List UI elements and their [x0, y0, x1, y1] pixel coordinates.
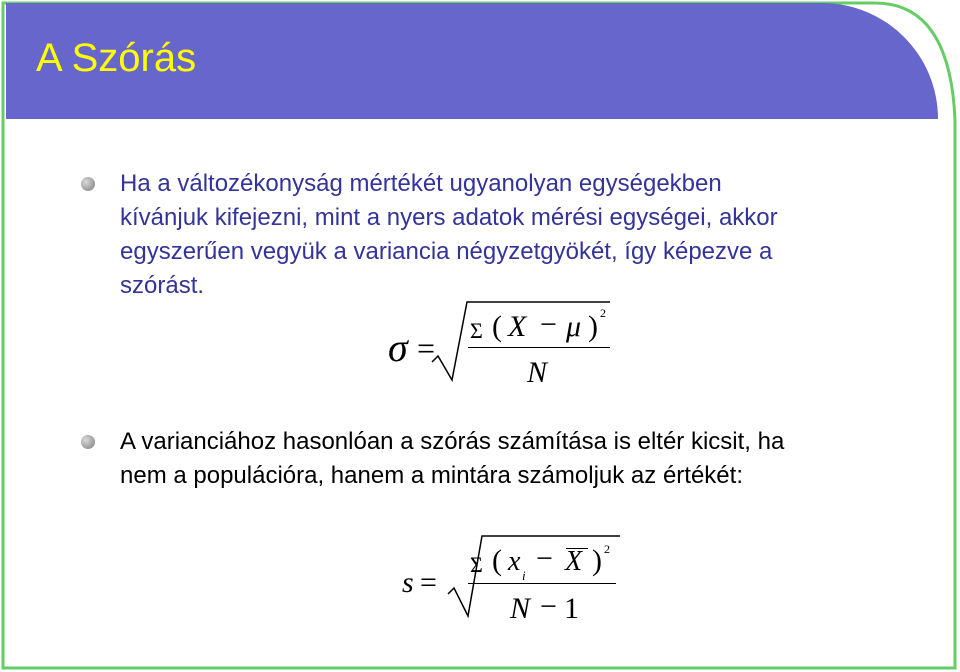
- bullet-text-1: [120, 167, 778, 303]
- denominator-n: N: [527, 356, 548, 389]
- bullet-dot-2: [81, 435, 95, 449]
- xbar-symbol: X: [565, 546, 583, 577]
- minus-sign-2: −: [536, 542, 553, 575]
- exponent: 2: [600, 306, 606, 320]
- bullet-1-line-4: szórást.: [120, 272, 205, 299]
- sum-symbol: Σ: [470, 318, 483, 343]
- sigma-symbol: σ: [388, 325, 408, 370]
- var-x: X: [508, 310, 527, 343]
- equals-sign-2: =: [420, 566, 437, 599]
- denominator-one: 1: [564, 592, 579, 625]
- subscript-i: i: [522, 568, 526, 583]
- minus-sign: −: [540, 308, 557, 341]
- close-paren-2: ): [592, 544, 602, 577]
- open-paren-2: (: [492, 544, 502, 577]
- fraction-bar: [468, 347, 610, 348]
- equals-sign: =: [417, 330, 436, 366]
- close-paren: ): [588, 310, 598, 343]
- sum-symbol-2: Σ: [470, 552, 483, 577]
- bullet-2-line-1: A varianciához hasonlóan a szórás számítása is eltér kicsit, ha: [120, 428, 785, 455]
- var-x-i: x: [508, 546, 521, 577]
- s-symbol: s: [402, 566, 414, 599]
- slide-title: A Szórás: [36, 36, 197, 80]
- bullet-1-line-3: egyszerűen vegyük a variancia négyzetgyökét, így képezve a: [120, 238, 773, 265]
- bullet-2-line-2: nem a populációra, hanem a mintára számoljuk az értékét:: [120, 462, 743, 489]
- denominator-minus: −: [540, 590, 557, 623]
- mu-symbol: μ: [566, 310, 582, 343]
- denominator-n-2: N: [510, 592, 531, 625]
- exponent-2: 2: [604, 542, 610, 556]
- open-paren: (: [492, 310, 502, 343]
- bullet-dot-1: [81, 177, 95, 191]
- bullet-1-line-1: Ha a változékonyság mértékét ugyanolyan egységekben: [120, 170, 722, 197]
- bullet-1-line-2: kívánjuk kifejezni, mint a nyers adatok mérési egységei, akkor: [120, 204, 778, 231]
- bullet-text-2: [120, 425, 784, 493]
- fraction-bar-2: [468, 583, 616, 584]
